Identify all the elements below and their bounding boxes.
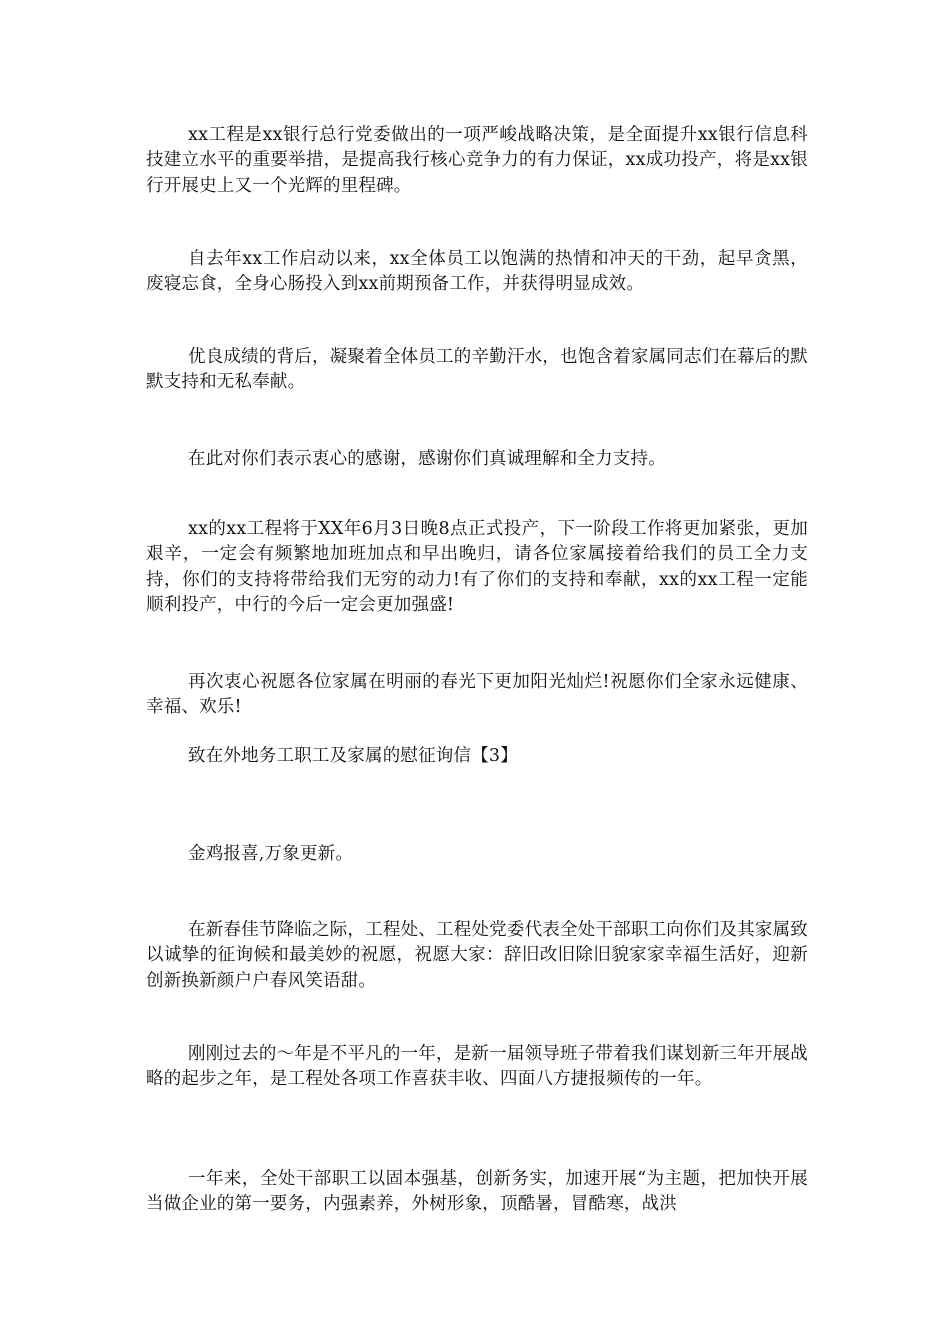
- paragraph: 刚刚过去的～年是不平凡的一年，是新一届领导班子带着我们谋划新三年开展战略的起步之年，是工程处各项工作喜获丰收、四面八方捷报频传的一年。: [146, 1044, 808, 1090]
- paragraph: xx工程是xx银行总行党委做出的一项严峻战略决策，是全面提升xx银行信息科技建立水平的重要举措，是提高我行核心竞争力的有力保证，xx成功投产，将是xx银行开展史上又一个光辉的里程碑。: [146, 125, 808, 196]
- section-heading: 致在外地务工职工及家属的慰征询信【3】: [188, 746, 518, 766]
- paragraph: 金鸡报喜,万象更新。: [188, 844, 354, 864]
- paragraph: 自去年xx工作启动以来，xx全体员工以饱满的热情和冲天的干劲，起早贪黑，废寝忘食，全身心肠投入到xx前期预备工作，并获得明显成效。: [146, 249, 808, 295]
- paragraph: 在新春佳节降临之际，工程处、工程处党委代表全处干部职工向你们及其家属致以诚挚的征询候和最美妙的祝愿，祝愿大家：辞旧改旧除旧貌家家幸福生活好，迎新创新换新颜户户春风笑语甜。: [146, 920, 808, 991]
- paragraph: 优良成绩的背后，凝聚着全体员工的辛勤汗水，也饱含着家属同志们在幕后的默默支持和无私奉献。: [146, 347, 808, 393]
- paragraph: 在此对你们表示衷心的感谢，感谢你们真诚理解和全力支持。: [188, 449, 666, 469]
- paragraph: 再次衷心祝愿各位家属在明丽的春光下更加阳光灿烂!祝愿你们全家永远健康、幸福、欢乐!: [146, 672, 808, 718]
- paragraph: xx的xx工程将于XX年6月3日晚8点正式投产，下一阶段工作将更加紧张，更加艰辛，一定会有频繁地加班加点和早出晚归，请各位家属接着给我们的员工全力支持，你们的支持将带给我们无穷的动力!有了你们的支持和奉献，xx的xx工程一定能顺利投产，中行的今后一定会更加强盛!: [146, 519, 808, 615]
- paragraph: 一年来，全处干部职工以固本强基，创新务实，加速开展“为主题，把加快开展当做企业的第一要务，内强素养，外树形象，顶酷暑，冒酷寒，战洪: [146, 1169, 808, 1215]
